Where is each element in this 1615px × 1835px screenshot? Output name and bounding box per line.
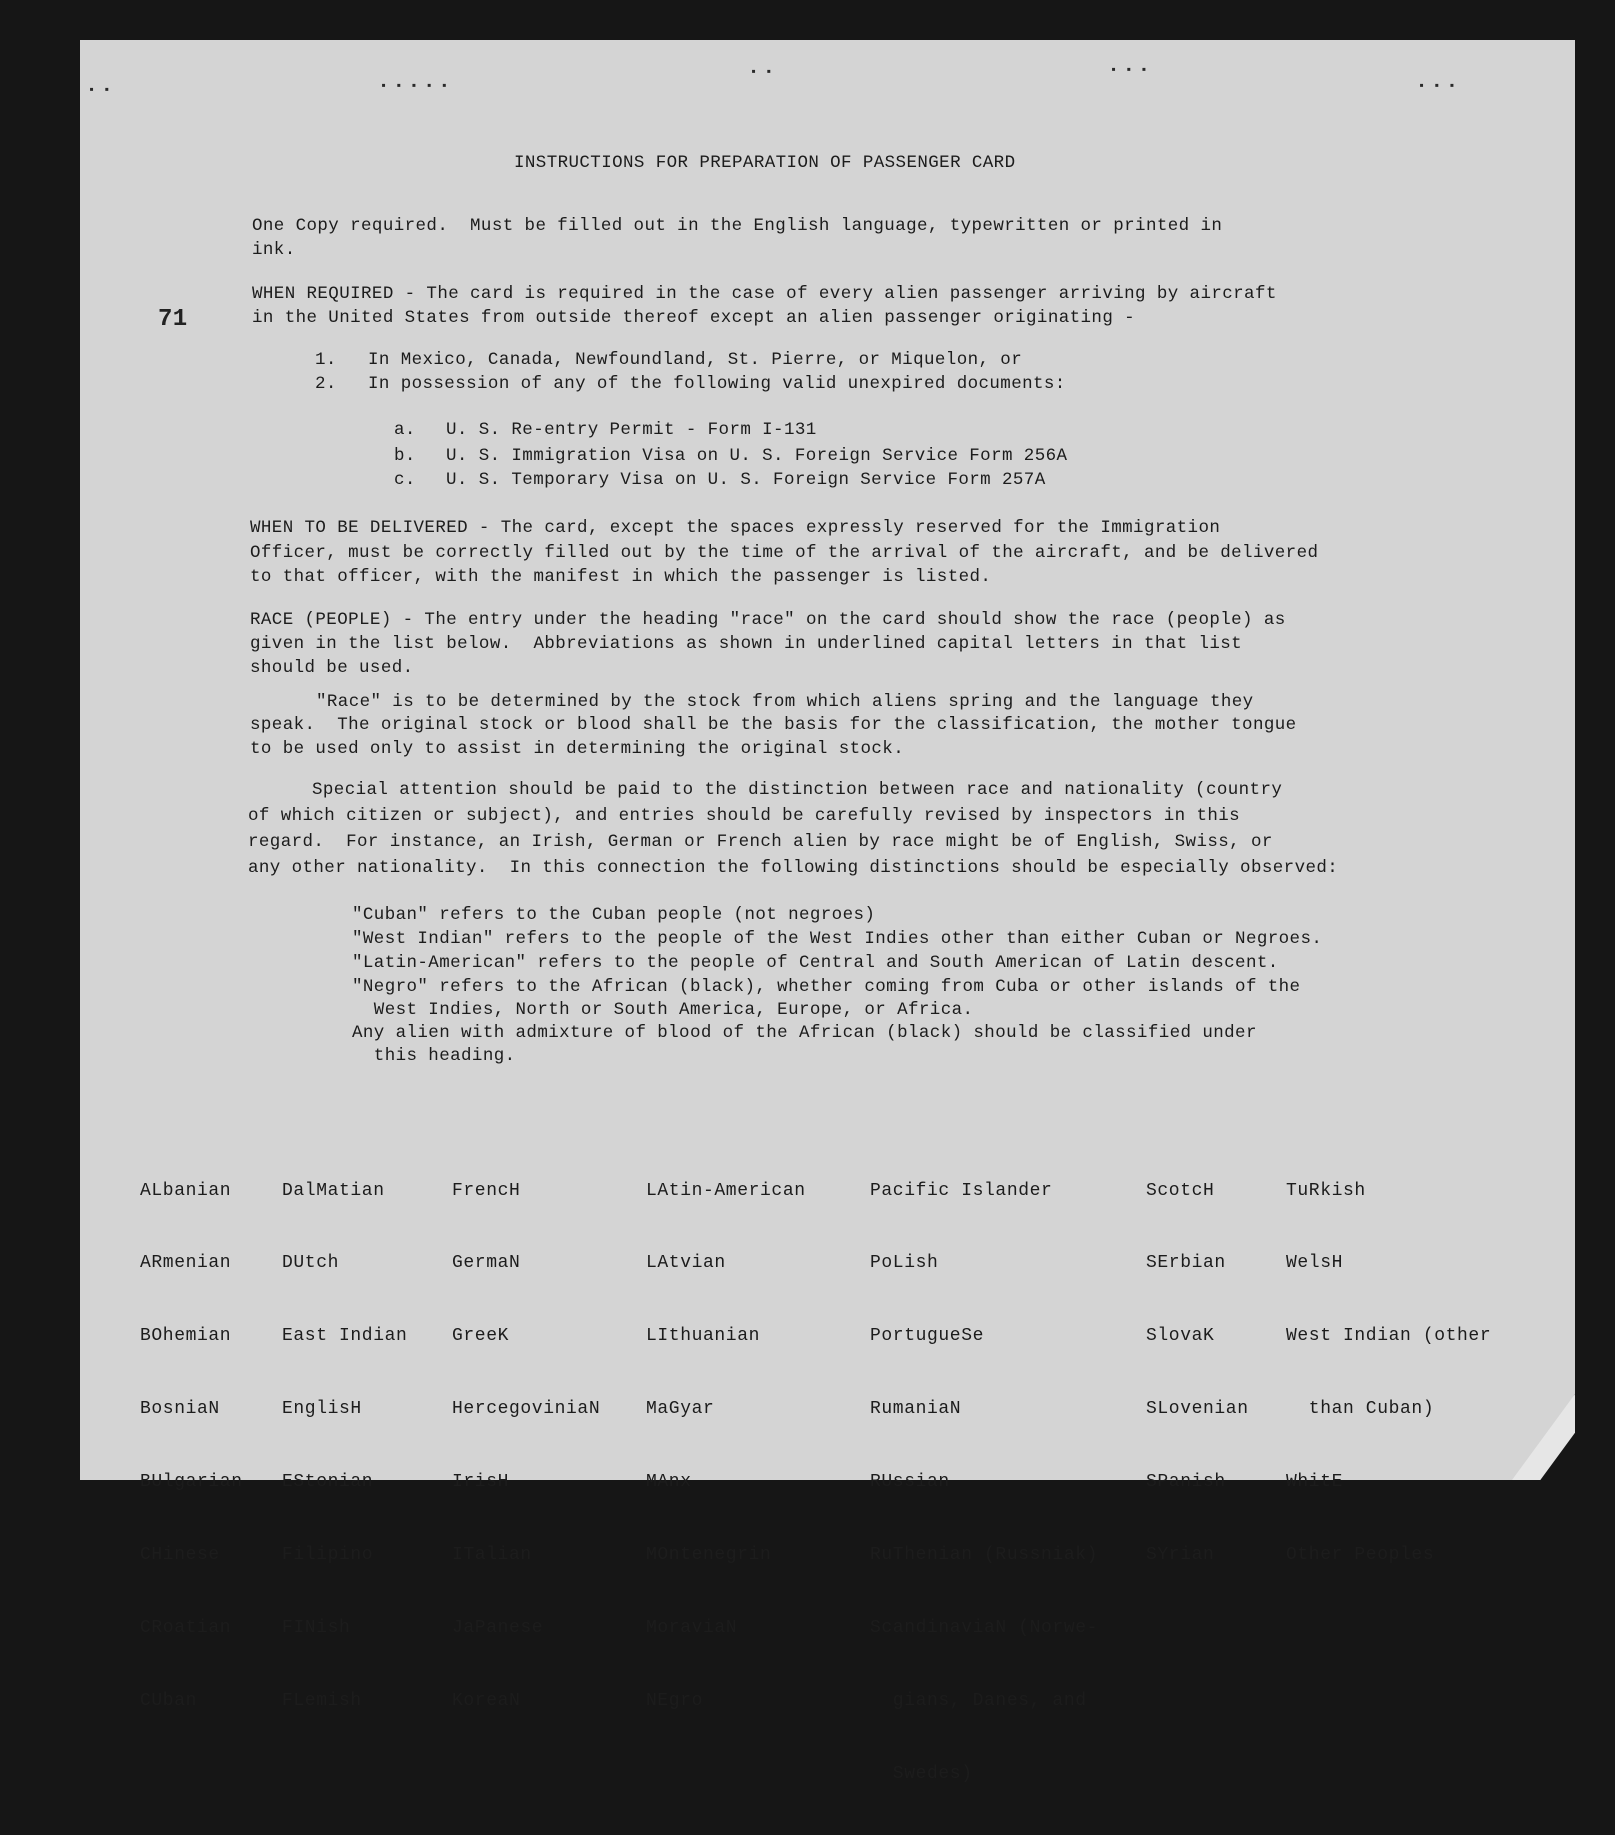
when-required-line: WHEN REQUIRED - The card is required in the case of every alien passenger arriving by aircraft: [252, 284, 1277, 304]
race-item: SlovaK: [1146, 1326, 1215, 1347]
lettered-letter: b.: [394, 446, 416, 466]
when-delivered-line: Officer, must be correctly filled out by the time of the arrival of the aircraft, and be delivered: [250, 543, 1319, 563]
race-item: LAtin-American: [646, 1180, 806, 1201]
special-attention-line: Special attention should be paid to the distinction between race and nationality (country: [312, 780, 1283, 800]
page-title: INSTRUCTIONS FOR PREPARATION OF PASSENGER CARD: [514, 153, 1016, 173]
race-definition-line: speak. The original stock or blood shall be the basis for the classification, the mother tongue: [250, 715, 1297, 735]
race-item: SLovenian: [1146, 1399, 1249, 1420]
race-column: [870, 1130, 1098, 1835]
race-item: FLemish: [282, 1690, 362, 1711]
scan-speck: ▪ ▪ ▪: [1110, 63, 1149, 77]
race-item: BosniaN: [140, 1399, 220, 1420]
race-item: ScandinaviaN (Norwe-: [870, 1617, 1099, 1638]
when-required-line: in the United States from outside thereof except an alien passenger originating -: [252, 308, 1136, 328]
race-intro-line: RACE (PEOPLE) - The entry under the heading "race" on the card should show the race (people) as: [250, 610, 1286, 630]
race-item: Other Peoples: [1286, 1545, 1435, 1566]
race-item: NEgro: [646, 1690, 704, 1711]
race-column: [646, 1130, 806, 1762]
race-item: WhitE: [1286, 1472, 1344, 1493]
race-item: East Indian: [282, 1326, 408, 1347]
race-item: BOhemian: [140, 1326, 232, 1347]
lettered-letter: c.: [394, 470, 416, 490]
race-item: KoreaN: [452, 1690, 521, 1711]
race-item: MOntenegrin: [646, 1545, 772, 1566]
race-item: GermaN: [452, 1253, 521, 1274]
race-intro-line: should be used.: [250, 658, 414, 678]
race-column: [140, 1130, 243, 1762]
distinction-line: "Latin-American" refers to the people of Central and South American of Latin descent.: [352, 953, 1279, 973]
race-item: IrisH: [452, 1472, 510, 1493]
race-item: PoLish: [870, 1253, 939, 1274]
race-item: RumaniaN: [870, 1399, 962, 1420]
special-attention-line: of which citizen or subject), and entries should be carefully revised by inspectors in this: [248, 806, 1241, 826]
distinction-line: "Negro" refers to the African (black), whether coming from Cuba or other islands of the: [352, 977, 1301, 997]
race-item: TuRkish: [1286, 1180, 1366, 1201]
race-item: EStonian: [282, 1472, 374, 1493]
race-item: SYrian: [1146, 1545, 1215, 1566]
race-column: [282, 1130, 407, 1762]
special-attention-line: regard. For instance, an Irish, German or French alien by race might be of English, Swiss, or: [248, 832, 1273, 852]
race-item: MoraviaN: [646, 1617, 738, 1638]
race-item: RuThenian (Russniak): [870, 1545, 1099, 1566]
race-item: DUtch: [282, 1253, 340, 1274]
race-item: HercegoviniaN: [452, 1399, 601, 1420]
race-item: MAnx: [646, 1472, 692, 1493]
race-item: PortugueSe: [870, 1326, 985, 1347]
distinction-line: "Cuban" refers to the Cuban people (not negroes): [352, 905, 876, 925]
when-delivered-line: WHEN TO BE DELIVERED - The card, except the spaces expressly reserved for the Immigration: [250, 518, 1221, 538]
race-item: ALbanian: [140, 1180, 232, 1201]
lettered-letter: a.: [394, 420, 416, 440]
race-item: Swedes): [870, 1763, 973, 1784]
intro-line: ink.: [252, 240, 296, 260]
lettered-text: U. S. Re-entry Permit - Form I-131: [446, 420, 817, 440]
race-column: [452, 1130, 600, 1762]
race-item: LAtvian: [646, 1253, 726, 1274]
race-item: MaGyar: [646, 1399, 715, 1420]
intro-line: One Copy required. Must be filled out in the English language, typewritten or printed in: [252, 216, 1223, 236]
race-item: FINish: [282, 1617, 351, 1638]
distinction-line: Any alien with admixture of blood of the African (black) should be classified under: [352, 1023, 1257, 1043]
race-item: RUssian: [870, 1472, 950, 1493]
race-item: JaPanese: [452, 1617, 544, 1638]
scan-speck: ▪ ▪ ▪: [1418, 79, 1457, 93]
race-definition-line: "Race" is to be determined by the stock from which aliens spring and the language they: [316, 692, 1254, 712]
race-item: Pacific Islander: [870, 1180, 1053, 1201]
numbered-num: 1.: [315, 350, 337, 370]
numbered-text: In Mexico, Canada, Newfoundland, St. Pierre, or Miquelon, or: [368, 350, 1023, 370]
race-column: [1286, 1130, 1491, 1616]
race-item: GreeK: [452, 1326, 510, 1347]
race-item: LIthuanian: [646, 1326, 761, 1347]
race-column: [1146, 1130, 1249, 1616]
race-item: FrencH: [452, 1180, 521, 1201]
lettered-text: U. S. Temporary Visa on U. S. Foreign Service Form 257A: [446, 470, 1046, 490]
race-item: BUlgarian: [140, 1472, 243, 1493]
race-item: West Indian (other: [1286, 1326, 1492, 1347]
race-item: ARmenian: [140, 1253, 232, 1274]
race-item: than Cuban): [1286, 1399, 1435, 1420]
margin-mark: 71: [158, 306, 188, 333]
lettered-text: U. S. Immigration Visa on U. S. Foreign Service Form 256A: [446, 446, 1068, 466]
race-item: SErbian: [1146, 1253, 1226, 1274]
race-intro-line: given in the list below. Abbreviations as shown in underlined capital letters in that list: [250, 634, 1243, 654]
scan-speck: ▪ ▪ ▪ ▪ ▪: [380, 79, 449, 93]
when-delivered-line: to that officer, with the manifest in which the passenger is listed.: [250, 567, 992, 587]
scan-speck: ▪ ▪: [750, 65, 773, 79]
distinction-line: West Indies, North or South America, Europe, or Africa.: [352, 1000, 974, 1020]
race-item: Filipino: [282, 1545, 374, 1566]
race-item: DalMatian: [282, 1180, 385, 1201]
distinction-line: "West Indian" refers to the people of the West Indies other than either Cuban or Negroes.: [352, 929, 1323, 949]
numbered-text: In possession of any of the following valid unexpired documents:: [368, 374, 1066, 394]
race-item: CHinese: [140, 1545, 220, 1566]
special-attention-line: any other nationality. In this connection the following distinctions should be especially observed:: [248, 858, 1339, 878]
race-item: EnglisH: [282, 1399, 362, 1420]
race-item: SPanish: [1146, 1472, 1226, 1493]
numbered-num: 2.: [315, 374, 337, 394]
race-definition-line: to be used only to assist in determining the original stock.: [250, 739, 905, 759]
race-item: CRoatian: [140, 1617, 232, 1638]
distinction-line: this heading.: [352, 1046, 516, 1066]
scan-speck: ▪ ▪: [88, 83, 111, 97]
race-item: ScotcH: [1146, 1180, 1215, 1201]
race-item: ITalian: [452, 1545, 532, 1566]
race-item: CUban: [140, 1690, 198, 1711]
race-item: gians, Danes, and: [870, 1690, 1087, 1711]
race-item: WelsH: [1286, 1253, 1344, 1274]
